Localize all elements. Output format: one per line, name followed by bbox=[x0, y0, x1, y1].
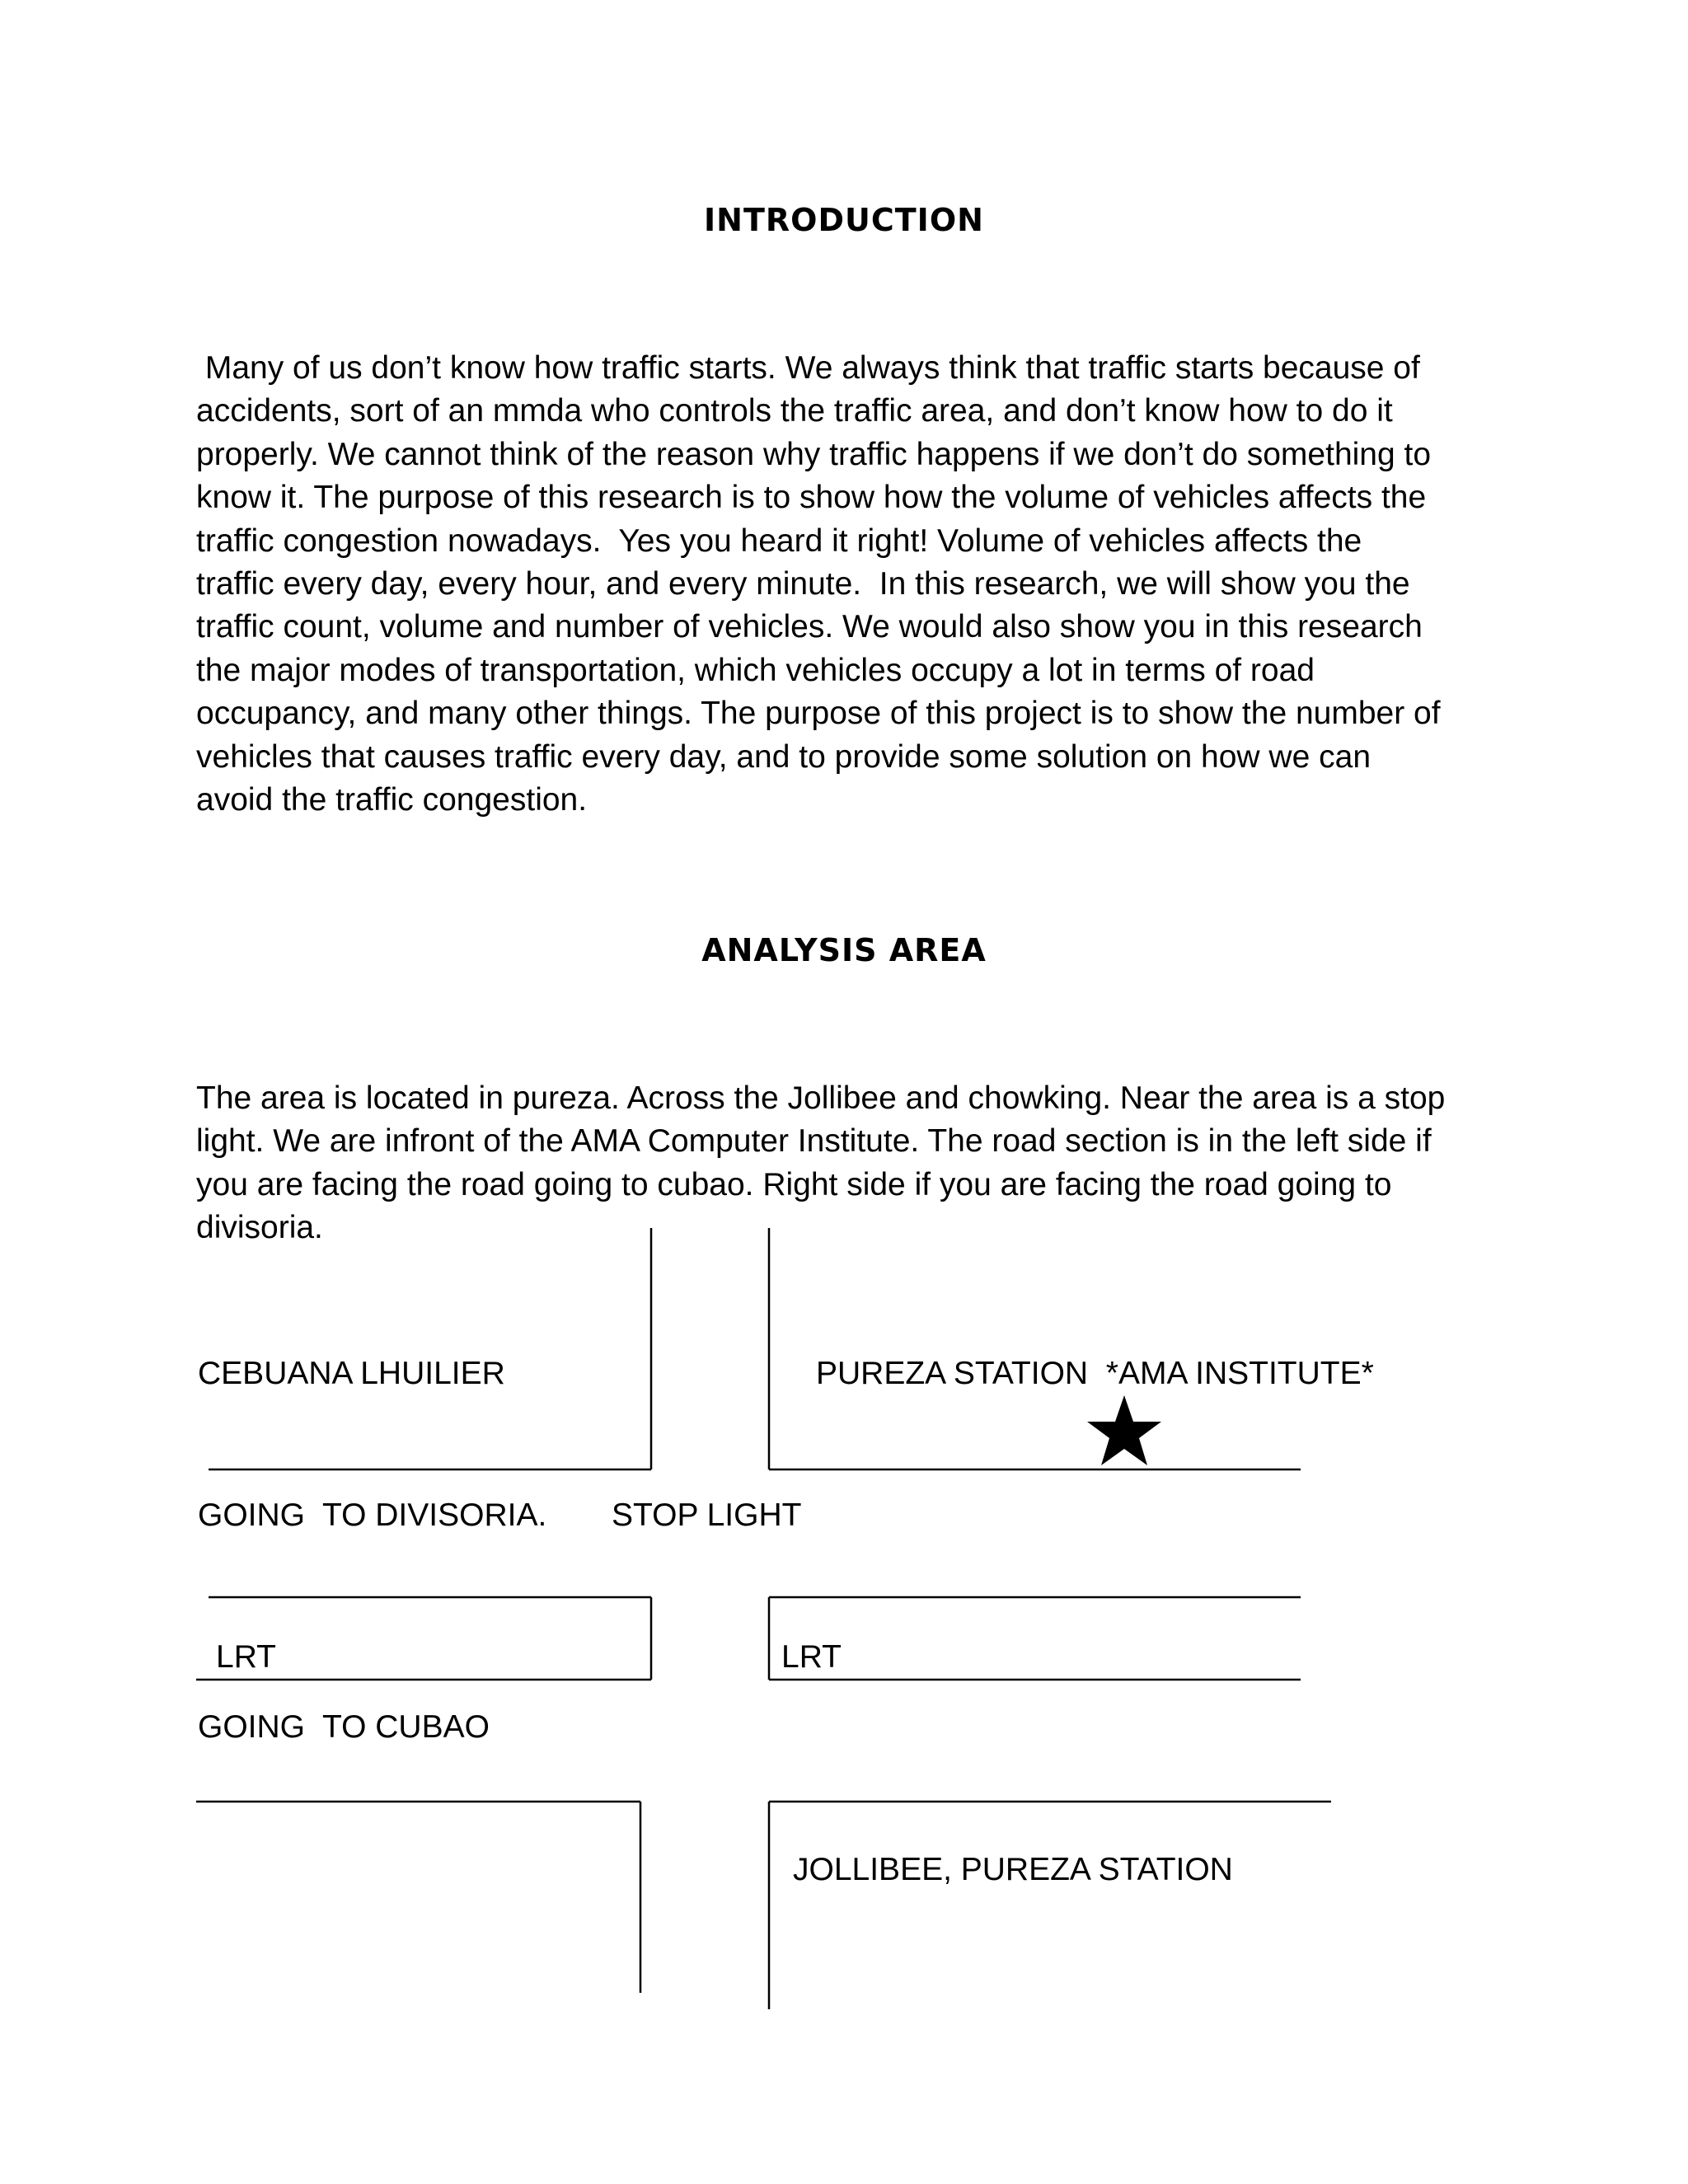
star-icon bbox=[1087, 1395, 1161, 1465]
text-line: properly. We cannot think of the reason why traffic happens if we don’t do something to bbox=[196, 436, 1432, 472]
lrt-left-label: LRT bbox=[216, 1639, 276, 1675]
text-line: traffic congestion nowadays. Yes you heard it right! Volume of vehicles affects the bbox=[196, 523, 1362, 559]
stop-light-label: STOP LIGHT bbox=[612, 1497, 802, 1533]
text-line: traffic count, volume and number of vehicles. We would also show you in this research bbox=[196, 609, 1423, 645]
text-line: divisoria. bbox=[196, 1210, 323, 1246]
text-line: avoid the traffic congestion. bbox=[196, 782, 588, 818]
text-line: The area is located in pureza. Across the Jollibee and chowking. Near the area is a stop bbox=[196, 1080, 1446, 1116]
text-line: traffic every day, every hour, and every minute. In this research, we will show you the bbox=[196, 566, 1410, 602]
text-line: you are facing the road going to cubao. Right side if you are facing the road going to bbox=[196, 1166, 1392, 1202]
text-line: the major modes of transportation, which vehicles occupy a lot in terms of road bbox=[196, 652, 1315, 688]
cebuana-lhuilier-label: CEBUANA LHUILIER bbox=[198, 1356, 505, 1391]
text-line: light. We are infront of the AMA Computer Institute. The road section is in the left side if bbox=[196, 1123, 1432, 1160]
lrt-right-label: LRT bbox=[781, 1639, 842, 1675]
text-line: vehicles that causes traffic every day, and to provide some solution on how we can bbox=[196, 738, 1372, 775]
introduction-heading: INTRODUCTION bbox=[704, 202, 984, 238]
text-line: accidents, sort of an mmda who controls the traffic area, and don’t know how to do it bbox=[196, 393, 1393, 429]
analysis-area-heading: ANALYSIS AREA bbox=[701, 932, 987, 968]
text-line: know it. The purpose of this research is to show how the volume of vehicles affects the bbox=[196, 480, 1427, 516]
text-line: occupancy, and many other things. The purpose of this project is to show the number of bbox=[196, 696, 1441, 732]
text-line: Many of us don’t know how traffic starts. We always think that traffic starts because of bbox=[196, 350, 1420, 386]
going-to-divisoria-label: GOING TO DIVISORIA. bbox=[198, 1497, 547, 1533]
pureza-station-ama-label: PUREZA STATION *AMA INSTITUTE* bbox=[816, 1356, 1374, 1391]
jollibee-pureza-station-label: JOLLIBEE, PUREZA STATION bbox=[793, 1852, 1233, 1887]
going-to-cubao-label: GOING TO CUBAO bbox=[198, 1709, 490, 1745]
